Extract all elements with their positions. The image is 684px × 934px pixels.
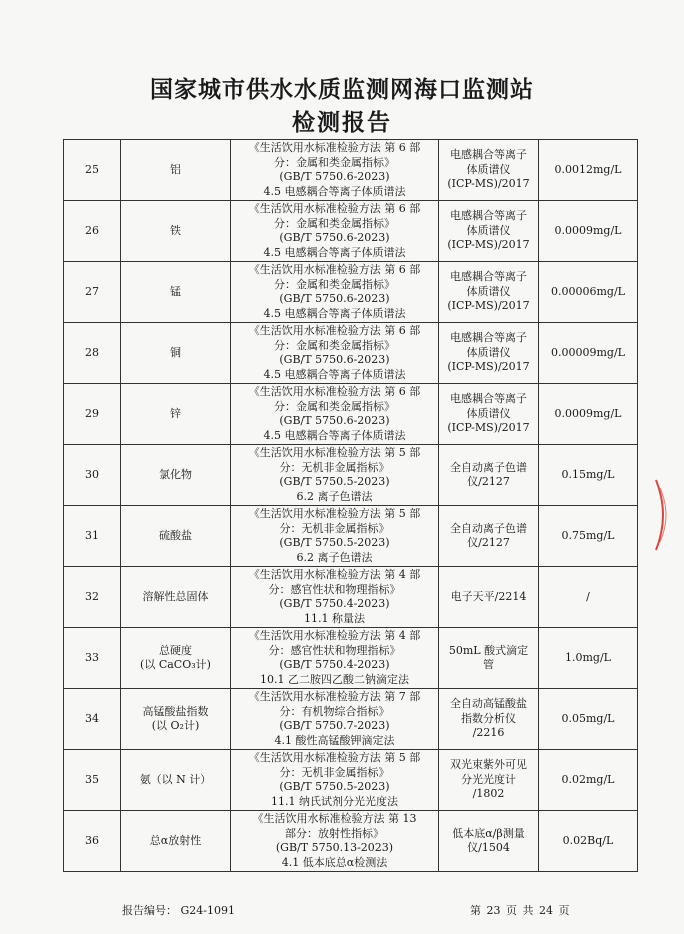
test-item (121, 262, 231, 323)
test-item-line: 溶解性总固体 (142, 589, 209, 603)
test-method (231, 384, 439, 445)
test-method-line: 4.5 电感耦合等离子体质谱法 (263, 245, 406, 259)
instrument-line: 体质谱仪 (466, 406, 511, 420)
test-method-line: 分：无机非金属指标》 (279, 521, 390, 535)
test-method (231, 445, 439, 506)
test-method-line: 分：有机物综合指标》 (279, 704, 390, 718)
instrument-line: /1802 (472, 787, 505, 801)
test-item-line: 总α放射性 (149, 833, 202, 847)
test-method-line: 《生活饮用水标准检验方法 第 4 部 (248, 629, 421, 642)
test-item-line: (以 CaCO₃计) (140, 658, 211, 671)
instrument (439, 201, 539, 262)
station-title: 国家城市供水水质监测网海口监测站 (150, 77, 534, 103)
instrument-line: 仪/2127 (467, 475, 510, 488)
detection-limit: 0.00009mg/L (539, 323, 638, 384)
row-number: 34 (64, 689, 121, 750)
test-method-line: 11.1 纳氏试剂分光光度法 (271, 794, 398, 808)
instrument-line: 体质谱仪 (466, 162, 511, 176)
instrument (439, 811, 539, 872)
row-number: 28 (64, 323, 121, 384)
test-item-line: 铝 (170, 162, 181, 176)
instrument-line: 体质谱仪 (466, 345, 511, 359)
instrument (439, 689, 539, 750)
instrument-line: 体质谱仪 (466, 284, 511, 298)
test-method (231, 201, 439, 262)
instrument-line: 管 (483, 658, 494, 671)
test-method-line: 《生活饮用水标准检验方法 第 6 部 (248, 385, 421, 398)
test-method-line: (GB/T 5750.4-2023) (279, 597, 390, 610)
test-method-line: 分：金属和类金属指标》 (274, 216, 395, 230)
test-method (231, 140, 439, 201)
instrument (439, 750, 539, 811)
test-item-line: 硫酸盐 (159, 528, 192, 542)
test-method-line: 《生活饮用水标准检验方法 第 4 部 (248, 568, 421, 581)
test-item (121, 140, 231, 201)
instrument-line: 电子天平/2214 (450, 589, 527, 603)
instrument-line: 仪/1504 (467, 841, 510, 854)
report-title: 检测报告 (292, 110, 392, 136)
test-item (121, 567, 231, 628)
detection-limit: 0.0009mg/L (539, 201, 638, 262)
instrument-line: 电感耦合等离子 (450, 209, 527, 223)
test-method-line: 分：感官性状和物理指标》 (268, 643, 401, 657)
test-method-line: (GB/T 5750.6-2023) (279, 170, 390, 183)
test-method-line: (GB/T 5750.5-2023) (279, 475, 390, 488)
detection-limit: 0.02Bq/L (539, 811, 638, 872)
test-method (231, 567, 439, 628)
test-method-line: (GB/T 5750.7-2023) (279, 719, 390, 732)
detection-limit: 1.0mg/L (539, 628, 638, 689)
row-number: 33 (64, 628, 121, 689)
row-number: 32 (64, 567, 121, 628)
test-method-line: 4.5 电感耦合等离子体质谱法 (263, 428, 406, 442)
instrument (439, 323, 539, 384)
page-number: 第 23 页 共 24 页 (470, 904, 570, 917)
instrument-line: 全自动离子色谱 (450, 460, 527, 474)
test-method-line: 6.2 离子色谱法 (296, 489, 373, 503)
detection-limit: 0.0009mg/L (539, 384, 638, 445)
test-method-line: 分：感官性状和物理指标》 (268, 582, 401, 596)
test-method-line: 部分：放射性指标》 (285, 826, 384, 840)
instrument-line: 全自动离子色谱 (450, 521, 527, 535)
instrument-line: (ICP-MS)/2017 (447, 177, 530, 191)
test-method-line: 分：金属和类金属指标》 (274, 155, 395, 169)
instrument-line: (ICP-MS)/2017 (447, 299, 530, 313)
instrument (439, 506, 539, 567)
test-method-line: 4.1 低本底总α检测法 (281, 855, 388, 869)
row-number: 35 (64, 750, 121, 811)
instrument-line: 电感耦合等离子 (450, 270, 527, 284)
instrument-line: /2216 (472, 726, 505, 740)
test-method-line: 分：金属和类金属指标》 (274, 338, 395, 352)
test-method-line: 分：金属和类金属指标》 (274, 399, 395, 413)
test-method-line: (GB/T 5750.4-2023) (279, 658, 390, 671)
row-number: 27 (64, 262, 121, 323)
test-method-line: 《生活饮用水标准检验方法 第 5 部 (248, 751, 421, 764)
table-row (64, 811, 638, 872)
instrument-line: 50mL 酸式滴定 (448, 643, 529, 657)
table-row (64, 201, 638, 262)
test-item (121, 201, 231, 262)
instrument-line: 分光光度计 (461, 772, 516, 786)
test-method (231, 506, 439, 567)
test-method (231, 262, 439, 323)
table-row (64, 567, 638, 628)
test-item (121, 628, 231, 689)
table-row (64, 689, 638, 750)
test-method-table (63, 139, 638, 872)
test-item (121, 384, 231, 445)
seal-stamp-fragment (654, 478, 684, 552)
test-method-line: (GB/T 5750.6-2023) (279, 292, 390, 305)
table-row (64, 628, 638, 689)
test-item-line: 锰 (170, 284, 181, 298)
test-method-line: 《生活饮用水标准检验方法 第 6 部 (248, 202, 421, 215)
test-method-line: 分：无机非金属指标》 (279, 460, 390, 474)
table-row (64, 750, 638, 811)
instrument (439, 445, 539, 506)
test-method-line: 《生活饮用水标准检验方法 第 6 部 (248, 141, 421, 154)
test-method-line: 4.5 电感耦合等离子体质谱法 (263, 184, 406, 198)
row-number: 30 (64, 445, 121, 506)
detection-limit: 0.02mg/L (539, 750, 638, 811)
instrument-line: 指数分析仪 (461, 711, 516, 725)
test-item (121, 323, 231, 384)
test-item-line: 铜 (170, 345, 181, 359)
table-row (64, 384, 638, 445)
test-method-line: 10.1 乙二胺四乙酸二钠滴定法 (260, 672, 409, 686)
instrument (439, 628, 539, 689)
test-item-line: 氯化物 (159, 467, 192, 481)
detection-limit: 0.15mg/L (539, 445, 638, 506)
test-method-line: 4.1 酸性高锰酸钾滴定法 (274, 733, 395, 747)
test-method (231, 811, 439, 872)
test-method-line: 11.1 称量法 (304, 611, 365, 625)
test-method-line: 《生活饮用水标准检验方法 第 6 部 (248, 263, 421, 276)
test-item (121, 445, 231, 506)
row-number: 25 (64, 140, 121, 201)
row-number: 26 (64, 201, 121, 262)
row-number: 31 (64, 506, 121, 567)
test-item-line: 高锰酸盐指数 (142, 704, 209, 718)
test-method-line: 4.5 电感耦合等离子体质谱法 (263, 306, 406, 320)
instrument-line: (ICP-MS)/2017 (447, 238, 530, 252)
test-method-line: 4.5 电感耦合等离子体质谱法 (263, 367, 406, 381)
test-item-line: (以 O₂计) (151, 719, 200, 732)
instrument-line: 双光束紫外可见 (450, 758, 527, 772)
test-method-line: 《生活饮用水标准检验方法 第 7 部 (248, 690, 421, 703)
test-item-line: 总硬度 (159, 643, 192, 657)
test-method-line: 分：无机非金属指标》 (279, 765, 390, 779)
test-method-line: (GB/T 5750.13-2023) (275, 841, 394, 854)
detection-limit: 0.0012mg/L (539, 140, 638, 201)
test-method-line: (GB/T 5750.6-2023) (279, 353, 390, 366)
table-row (64, 323, 638, 384)
detection-limit: 0.05mg/L (539, 689, 638, 750)
test-method-line: (GB/T 5750.6-2023) (279, 231, 390, 244)
detection-limit: 0.00006mg/L (539, 262, 638, 323)
test-method-line: (GB/T 5750.5-2023) (279, 536, 390, 549)
test-item-line: 铁 (170, 223, 181, 237)
test-method-line: (GB/T 5750.5-2023) (279, 780, 390, 793)
test-method-line: 《生活饮用水标准检验方法 第 6 部 (248, 324, 421, 337)
test-item (121, 689, 231, 750)
test-method (231, 628, 439, 689)
test-method (231, 750, 439, 811)
instrument (439, 567, 539, 628)
instrument-line: 电感耦合等离子 (450, 148, 527, 162)
row-number: 36 (64, 811, 121, 872)
instrument-line: 低本底α/β测量 (452, 826, 525, 840)
instrument-line: 电感耦合等离子 (450, 392, 527, 406)
table-row (64, 445, 638, 506)
instrument (439, 384, 539, 445)
test-method-line: (GB/T 5750.6-2023) (279, 414, 390, 427)
test-item (121, 750, 231, 811)
table-row (64, 140, 638, 201)
instrument-line: (ICP-MS)/2017 (447, 421, 530, 435)
test-method-line: 《生活饮用水标准检验方法 第 5 部 (248, 507, 421, 520)
test-method-line: 分：金属和类金属指标》 (274, 277, 395, 291)
detection-limit: / (539, 567, 638, 628)
instrument-line: (ICP-MS)/2017 (447, 360, 530, 374)
table-row (64, 506, 638, 567)
test-method (231, 689, 439, 750)
test-item (121, 506, 231, 567)
instrument (439, 140, 539, 201)
test-item (121, 811, 231, 872)
test-method-line: 《生活饮用水标准检验方法 第 5 部 (248, 446, 421, 459)
test-item-line: 氨（以 N 计） (139, 772, 212, 786)
detection-limit: 0.75mg/L (539, 506, 638, 567)
test-method-line: 6.2 离子色谱法 (296, 550, 373, 564)
instrument-line: 体质谱仪 (466, 223, 511, 237)
instrument-line: 全自动高锰酸盐 (450, 697, 527, 711)
instrument (439, 262, 539, 323)
instrument-line: 电感耦合等离子 (450, 331, 527, 345)
test-method (231, 323, 439, 384)
table-row (64, 262, 638, 323)
row-number: 29 (64, 384, 121, 445)
report-number: 报告编号： G24-1091 (122, 904, 235, 917)
test-method-line: 《生活饮用水标准检验方法 第 13 (252, 812, 417, 825)
test-item-line: 锌 (170, 406, 181, 420)
instrument-line: 仪/2127 (467, 536, 510, 549)
